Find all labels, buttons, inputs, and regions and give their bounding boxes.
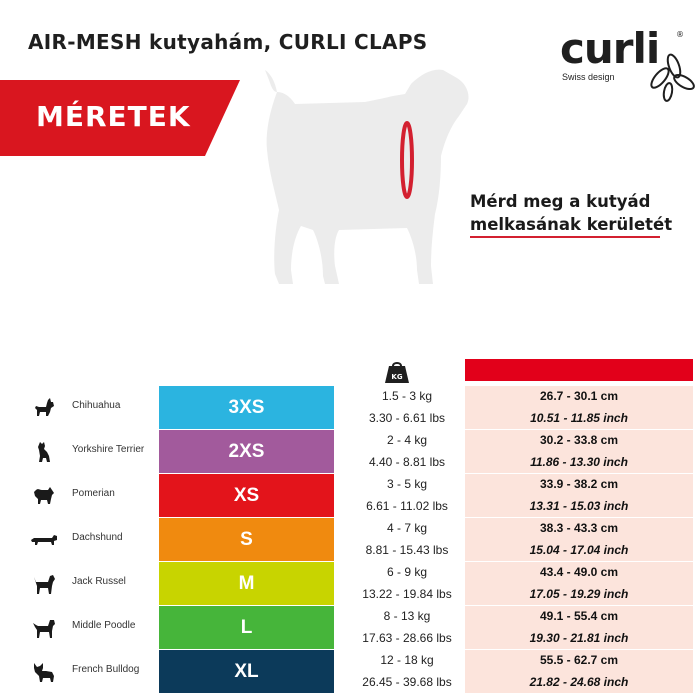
weight-lbs: 8.81 - 15.43 lbs xyxy=(365,543,449,557)
chest-cm: 55.5 - 62.7 cm xyxy=(539,653,619,667)
size-row-xl xyxy=(0,650,700,693)
chest-inch: 15.04 - 17.04 inch xyxy=(529,543,629,557)
size-label-xs: XS xyxy=(159,474,334,517)
weight-kg: 3 - 5 kg xyxy=(386,477,428,491)
breed-name: Chihuahua xyxy=(72,400,121,411)
weight-icon-label: KG xyxy=(391,373,403,381)
weight-lbs: 6.61 - 11.02 lbs xyxy=(366,499,448,513)
chest-inch: 17.05 - 19.29 inch xyxy=(529,587,629,601)
yorkshire-icon xyxy=(30,440,58,464)
size-label-l: L xyxy=(159,606,334,649)
sizes-banner-label: MÉRETEK xyxy=(36,100,191,133)
chest-cm: 30.2 - 33.8 cm xyxy=(539,433,619,447)
jack-russel-icon xyxy=(30,572,58,596)
brand-logo xyxy=(556,14,696,104)
weight-kg: 8 - 13 kg xyxy=(383,609,431,623)
measurement-column-header xyxy=(465,359,693,381)
breed-name: Dachshund xyxy=(72,532,123,543)
weight-lbs: 13.22 - 19.84 lbs xyxy=(362,587,452,601)
size-label-2xs: 2XS xyxy=(159,430,334,473)
weight-lbs: 17.63 - 28.66 lbs xyxy=(362,631,452,645)
size-row-3xs xyxy=(0,386,700,429)
measure-instruction xyxy=(470,190,672,236)
size-row-2xs xyxy=(0,430,700,473)
weight-kg: 4 - 7 kg xyxy=(386,521,428,535)
breed-name: Jack Russel xyxy=(72,576,126,587)
chest-cm: 33.9 - 38.2 cm xyxy=(539,477,619,491)
size-row-l xyxy=(0,606,700,649)
chest-inch: 19.30 - 21.81 inch xyxy=(529,631,629,645)
size-label-s: S xyxy=(159,518,334,561)
chest-cm: 43.4 - 49.0 cm xyxy=(539,565,619,579)
size-row-m xyxy=(0,562,700,605)
breed-name: French Bulldog xyxy=(72,664,140,675)
weight-lbs: 3.30 - 6.61 lbs xyxy=(368,411,446,425)
chest-inch: 10.51 - 11.85 inch xyxy=(530,411,628,425)
french-bulldog-icon xyxy=(30,660,58,684)
dog-silhouette-illustration xyxy=(235,60,475,320)
weight-kg: 2 - 4 kg xyxy=(386,433,428,447)
weight-lbs: 26.45 - 39.68 lbs xyxy=(362,675,452,689)
logo-tagline: Swiss design xyxy=(562,72,615,82)
breed-name: Pomerian xyxy=(72,488,115,499)
chest-inch: 11.86 - 13.30 inch xyxy=(530,455,628,469)
page-title: AIR-MESH kutyahám, CURLI CLAPS xyxy=(28,30,428,54)
pomeranian-icon xyxy=(30,484,58,508)
chest-inch: 13.31 - 15.03 inch xyxy=(529,499,629,513)
logo-registered-mark: ® xyxy=(676,30,684,39)
chest-cm: 38.3 - 43.3 cm xyxy=(539,521,619,535)
weight-kg: 1.5 - 3 kg xyxy=(381,389,433,403)
size-row-xs xyxy=(0,474,700,517)
breed-name: Yorkshire Terrier xyxy=(72,444,145,455)
breed-name: Middle Poodle xyxy=(72,620,136,631)
chest-inch: 21.82 - 24.68 inch xyxy=(529,675,629,689)
measure-instruction-line2: melkasának kerületét xyxy=(470,215,673,234)
dachshund-icon xyxy=(30,528,58,552)
poodle-icon xyxy=(30,616,58,640)
weight-lbs: 4.40 - 8.81 lbs xyxy=(368,455,446,469)
chihuahua-icon xyxy=(30,396,58,420)
size-label-m: M xyxy=(159,562,334,605)
size-label-xl: XL xyxy=(159,650,334,693)
size-row-s xyxy=(0,518,700,561)
logo-wordmark: curli xyxy=(560,24,660,73)
weight-icon xyxy=(384,360,410,384)
measure-underline xyxy=(470,236,660,238)
chest-cm: 49.1 - 55.4 cm xyxy=(539,609,619,623)
measure-instruction-line1: Mérd meg a kutyád xyxy=(470,192,651,211)
weight-kg: 6 - 9 kg xyxy=(386,565,428,579)
chest-cm: 26.7 - 30.1 cm xyxy=(539,389,619,403)
size-label-3xs: 3XS xyxy=(159,386,334,429)
weight-kg: 12 - 18 kg xyxy=(380,653,434,667)
